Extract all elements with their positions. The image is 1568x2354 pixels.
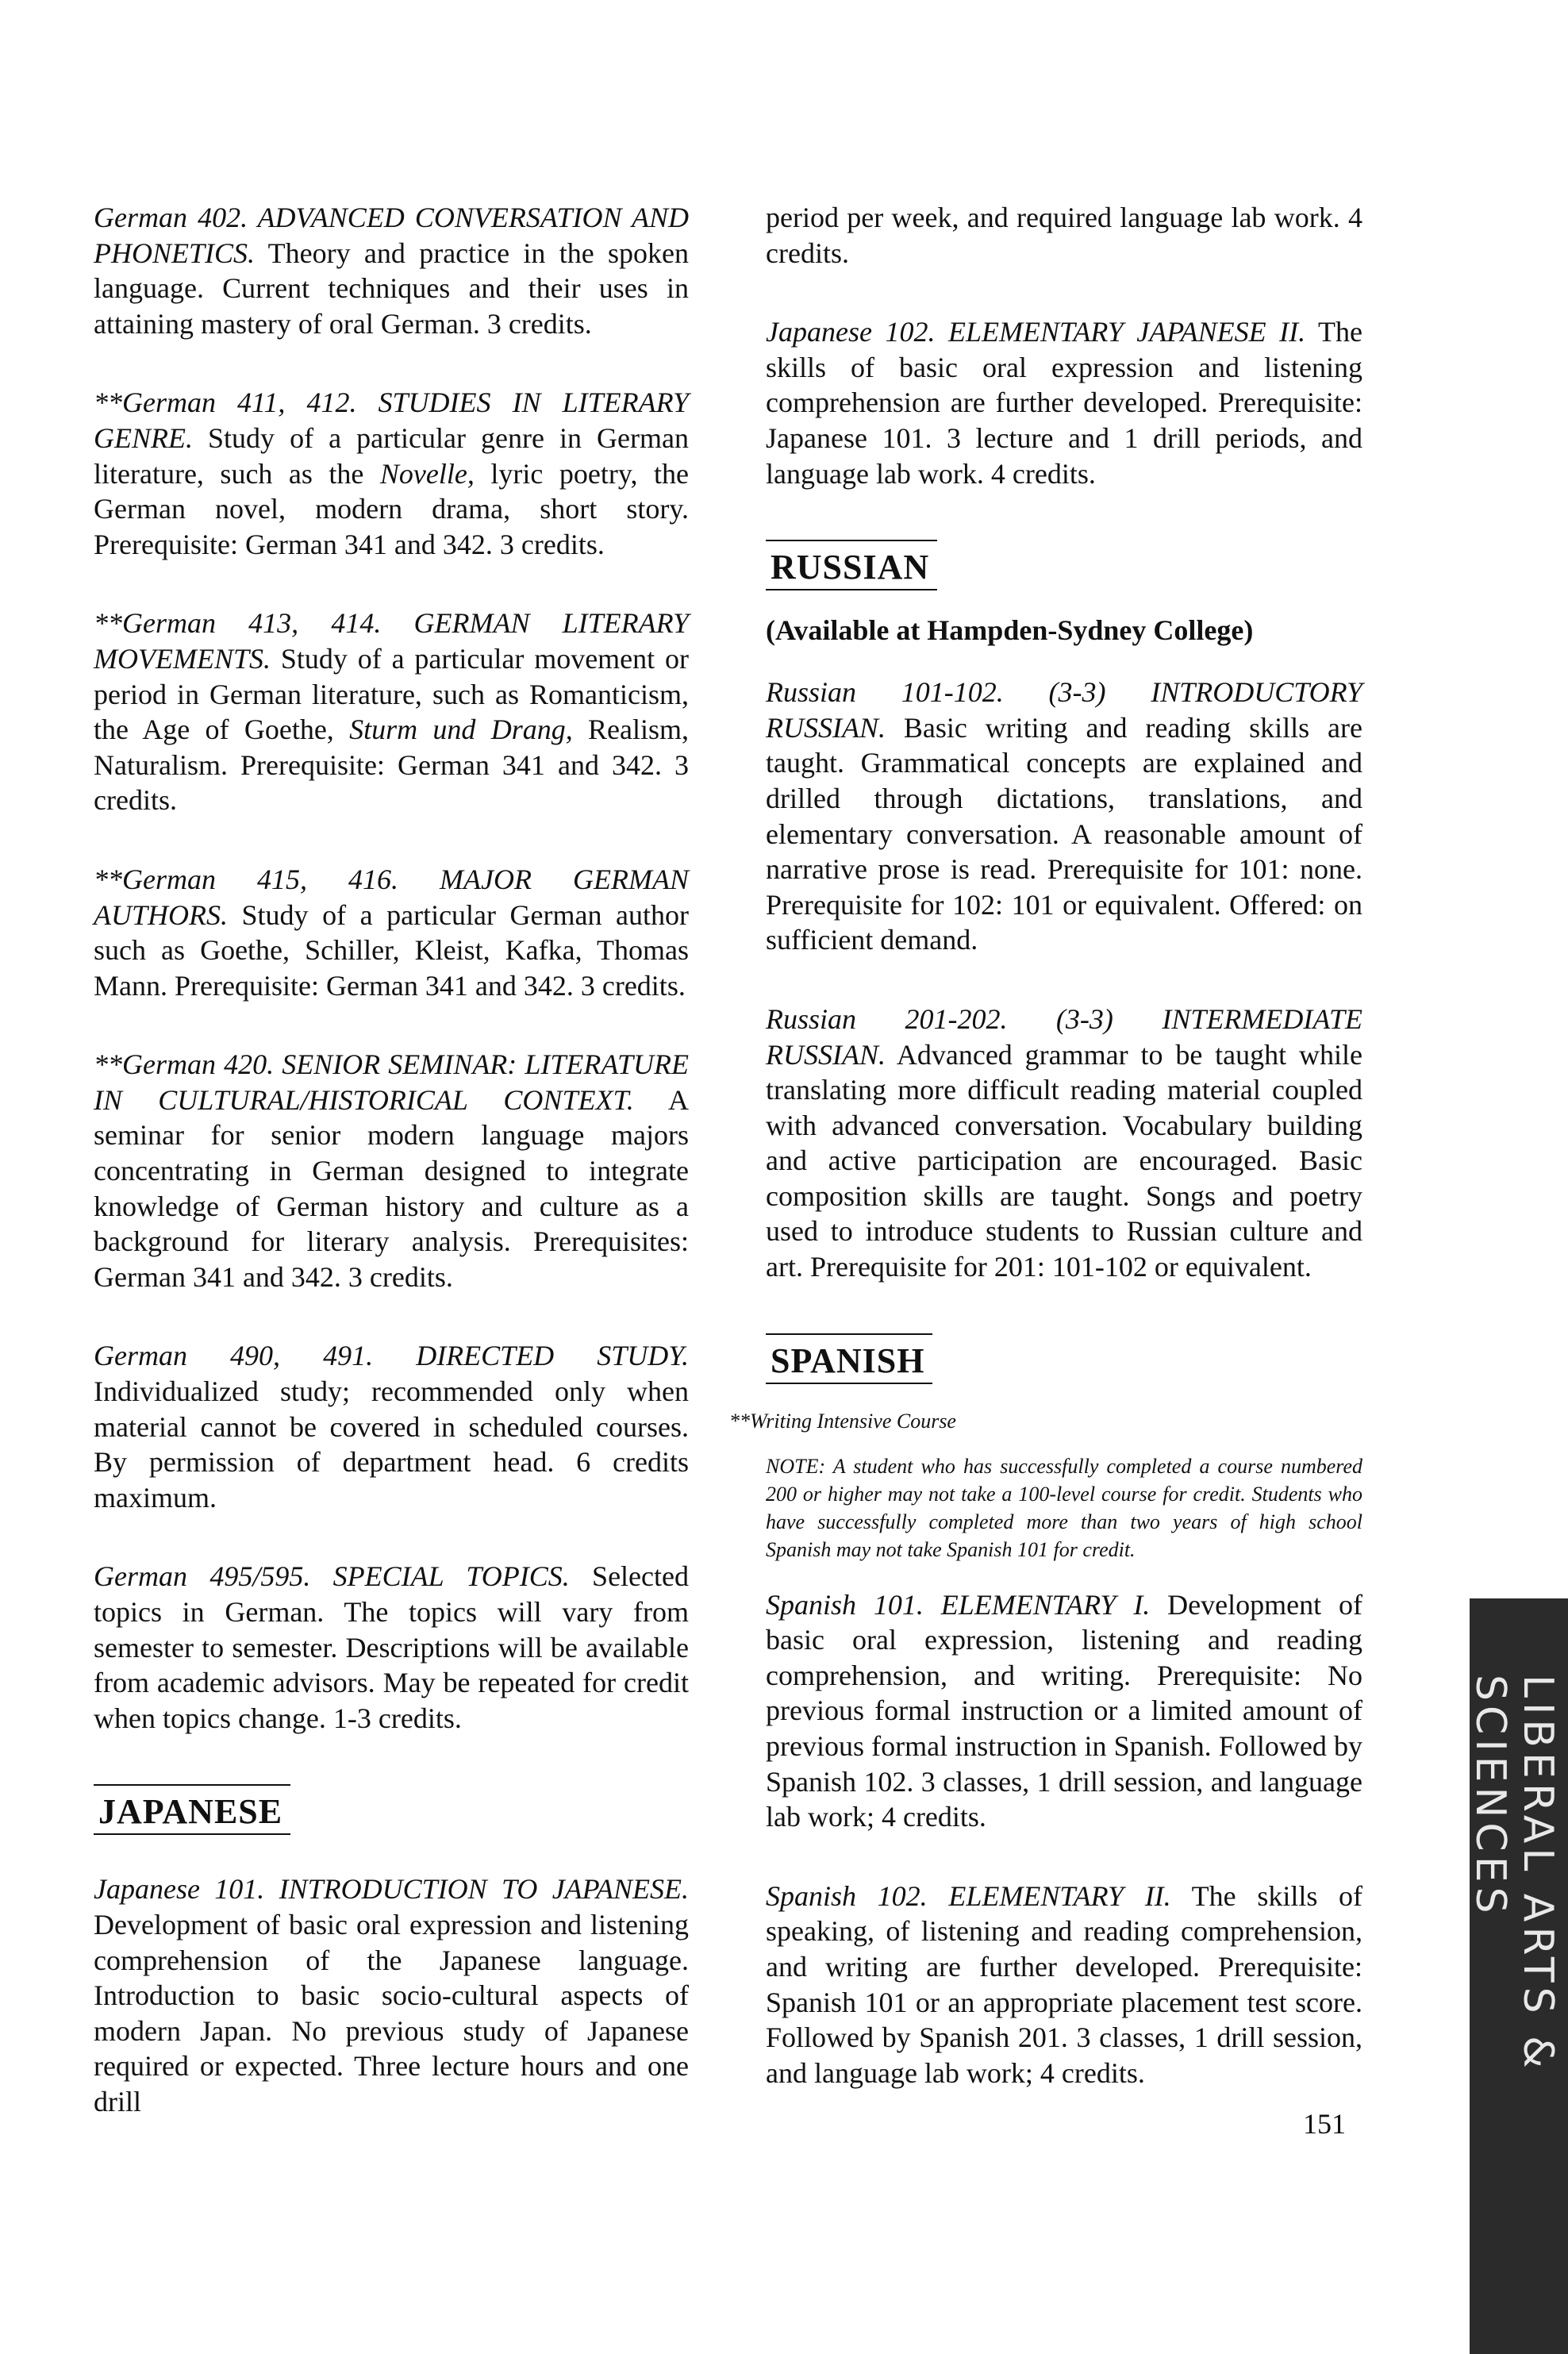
course-description-italic: Novelle,	[379, 457, 475, 490]
course-title: German 490, 491. DIRECTED STUDY.	[94, 1340, 689, 1372]
right-column	[729, 200, 1362, 2134]
course-german-495	[94, 1559, 689, 1736]
page-number: 151	[1303, 2108, 1346, 2140]
course-title: Spanish 101. ELEMENTARY I.	[766, 1588, 1151, 1621]
course-description: The skills of speaking, of listening and reading comprehension, and writing are further developed. Prerequisite: Spanish 101 or an appropriate placement test score. Followed by Spanish 201. 3 classes, 1 drill session, and language lab work; 4 credits.	[766, 1879, 1362, 2089]
course-description: Individualized study; recommended only when material cannot be covered in scheduled courses. By permission of department head. 6 credits maximum.	[94, 1375, 689, 1514]
section-heading-spanish: SPANISH	[766, 1333, 932, 1384]
course-description: A seminar for senior modern language majors concentrating in German designed to integrate knowledge of German history and culture as a background for literary analysis. Prerequisites: German 341 and 342. 3 credits.	[94, 1083, 689, 1293]
course-german-411	[94, 385, 689, 562]
course-title: **German 420. SENIOR SEMINAR: LITERATURE IN CULTURAL/HISTORICAL CONTEXT.	[94, 1048, 689, 1116]
course-title: **German 411, 412. STUDIES IN LITERARY GENRE.	[94, 387, 689, 454]
course-description: Development of basic oral expression and listening comprehension of the Japanese language. Introduction to basic socio-cultural aspects of modern Japan. No previous study of Japanese required or expected. Three lecture hours and one drill	[94, 1908, 689, 2117]
course-title: Japanese 102. ELEMENTARY JAPANESE II.	[766, 316, 1306, 348]
course-german-490	[94, 1338, 689, 1515]
course-description: Study of a particular German author such as Goethe, Schiller, Kleist, Kafka, Thomas Mann. Prerequisite: German 341 and 342. 3 credits.	[94, 898, 689, 1002]
spanish-note: NOTE: A student who has successfully completed a course numbered 200 or higher may not take a 100-level course for credit. Students who have successfully completed more than two years of high school Spanish may not take Spanish 101 for credit.	[766, 1454, 1362, 1561]
course-title: Spanish 102. ELEMENTARY II.	[766, 1879, 1171, 1912]
course-title: Russian 101-102. (3-3) INTRODUCTORY RUSSIAN.	[766, 676, 1362, 744]
course-german-415	[94, 862, 689, 1003]
course-description: Realism, Naturalism. Prerequisite: German 341 and 342. 3 credits.	[94, 714, 689, 817]
course-description: Selected topics in German. The topics will vary from semester to semester. Descriptions will be available from academic advisors. May be repeated for credit when topics change. 1-3 credits.	[94, 1560, 689, 1734]
side-tab-label: LIBERAL ARTS & SCIENCES	[1466, 1675, 1562, 2073]
course-description: Study of a particular genre in German literature, such as the	[94, 421, 689, 490]
course-description-italic: Sturm und Drang,	[349, 714, 573, 746]
course-russian-201	[766, 1002, 1362, 1285]
course-continuation: period per week, and required language lab work. 4 credits.	[766, 202, 1362, 269]
course-japanese-102	[766, 314, 1362, 491]
writing-intensive-legend: **Writing Intensive Course	[729, 1409, 956, 1433]
russian-availability-note: (Available at Hampden-Sydney College)	[766, 614, 1254, 647]
course-german-420	[94, 1047, 689, 1294]
section-heading-russian: RUSSIAN	[766, 540, 937, 590]
course-description: Development of basic oral expression, listening and reading comprehension, and writing. Prerequisite: No previous formal instruction or a limited amount of previous formal instruction in Spanish. Followed by Spanish 102. 3 classes, 1 drill session, and language lab work; 4 credits.	[766, 1588, 1362, 1833]
course-russian-101	[766, 675, 1362, 958]
course-title: Russian 201-202. (3-3) INTERMEDIATE RUSSIAN.	[766, 1002, 1362, 1071]
course-title: **German 415, 416. MAJOR GERMAN AUTHORS.	[94, 863, 689, 931]
course-title: German 402. ADVANCED CONVERSATION AND PHONETICS.	[94, 202, 689, 269]
course-title: German 495/595. SPECIAL TOPICS.	[94, 1560, 570, 1593]
course-description: lyric poetry, the German novel, modern drama, short story. Prerequisite: German 341 and 342. 3 credits.	[94, 457, 689, 560]
course-spanish-101	[766, 1587, 1362, 1835]
course-german-402	[94, 200, 689, 341]
section-heading-japanese: JAPANESE	[94, 1784, 290, 1835]
course-japanese-101	[94, 1871, 689, 2119]
course-german-413	[94, 606, 689, 818]
course-description: Basic writing and reading skills are taught. Grammatical concepts are explained and drilled through dictations, translations, and elementary conversation. A reasonable amount of narrative prose is read. Prerequisite for 101: none. Prerequisite for 102: 101 or equivalent. Offered: on sufficient demand.	[766, 711, 1362, 956]
course-description: Theory and practice in the spoken language. Current techniques and their uses in attaining mastery of oral German. 3 credits.	[94, 237, 689, 340]
course-spanish-102	[766, 1879, 1362, 2091]
course-description: Study of a particular movement or period in German literature, such as Romanticism, the Age of Goethe,	[94, 642, 689, 746]
course-description: Advanced grammar to be taught while translating more difficult reading material coupled with advanced conversation. Vocabulary building and active participation are encouraged. Basic composition skills are taught. Songs and poetry used to introduce students to Russian culture and art. Prerequisite for 201: 101-102 or equivalent.	[766, 1038, 1362, 1283]
course-description: The skills of basic oral expression and listening comprehension are further developed. Prerequisite: Japanese 101. 3 lecture and 1 drill periods, and language lab work. 4 credits.	[766, 316, 1362, 490]
left-column	[94, 200, 689, 2164]
course-title: **German 413, 414. GERMAN LITERARY MOVEMENTS.	[94, 607, 689, 675]
course-title: Japanese 101. INTRODUCTION TO JAPANESE.	[94, 1873, 689, 1906]
